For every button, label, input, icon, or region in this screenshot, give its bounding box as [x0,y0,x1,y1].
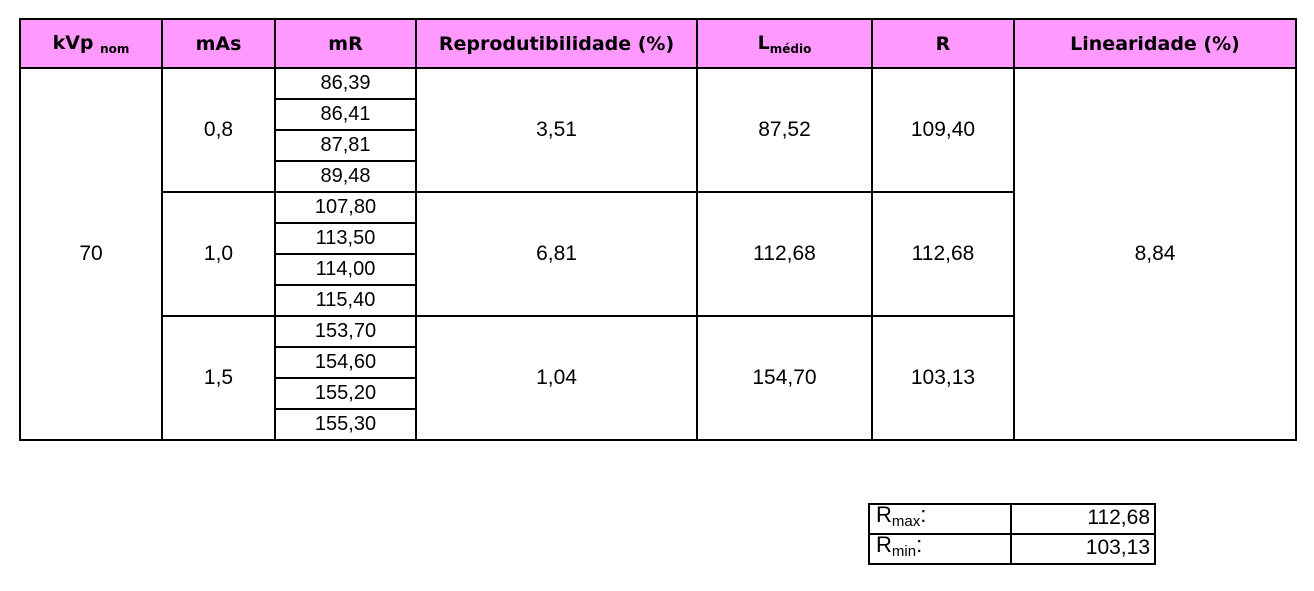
mr-value: 113,50 [275,223,416,254]
mas-value: 1,5 [162,316,275,440]
mr-value: 115,40 [275,285,416,316]
rmax-value: 112,68 [1011,504,1155,534]
header-reprodutibilidade: Reprodutibilidade (%) [416,19,697,68]
lmedio-value: 112,68 [697,192,872,316]
header-row [20,19,1296,68]
lmedio-value: 154,70 [697,316,872,440]
mr-value: 155,20 [275,378,416,409]
mr-value: 86,39 [275,68,416,99]
header-kvp: kVp $_{nom}$ [20,19,162,68]
r-value: 103,13 [872,316,1014,440]
table-row [20,68,1296,99]
mr-value: 89,48 [275,161,416,192]
rmin-value: 103,13 [1011,534,1155,564]
linearity-table [19,18,1297,441]
reprodutibilidade-value: 6,81 [416,192,697,316]
r-value: 109,40 [872,68,1014,192]
rmax-row [869,504,1155,534]
reprodutibilidade-value: 1,04 [416,316,697,440]
mr-value: 107,80 [275,192,416,223]
rmax-label: $R_{max}$: [869,504,1011,534]
header-mr: mR [275,19,416,68]
kvp-value: 70 [20,68,162,440]
r-value: 112,68 [872,192,1014,316]
r-summary-table [868,503,1156,565]
header-lmedio: $L_{médio}$ [697,19,872,68]
mr-value: 114,00 [275,254,416,285]
rmin-row [869,534,1155,564]
header-r: R [872,19,1014,68]
header-linearidade: Linearidade (%) [1014,19,1296,68]
reprodutibilidade-value: 3,51 [416,68,697,192]
rmin-label: $R_{min}$: [869,534,1011,564]
mr-value: 155,30 [275,409,416,440]
header-mas: mAs [162,19,275,68]
mas-value: 1,0 [162,192,275,316]
lmedio-value: 87,52 [697,68,872,192]
mas-value: 0,8 [162,68,275,192]
mr-value: 87,81 [275,130,416,161]
mr-value: 153,70 [275,316,416,347]
mr-value: 86,41 [275,99,416,130]
mr-value: 154,60 [275,347,416,378]
linearidade-value: 8,84 [1014,68,1296,440]
